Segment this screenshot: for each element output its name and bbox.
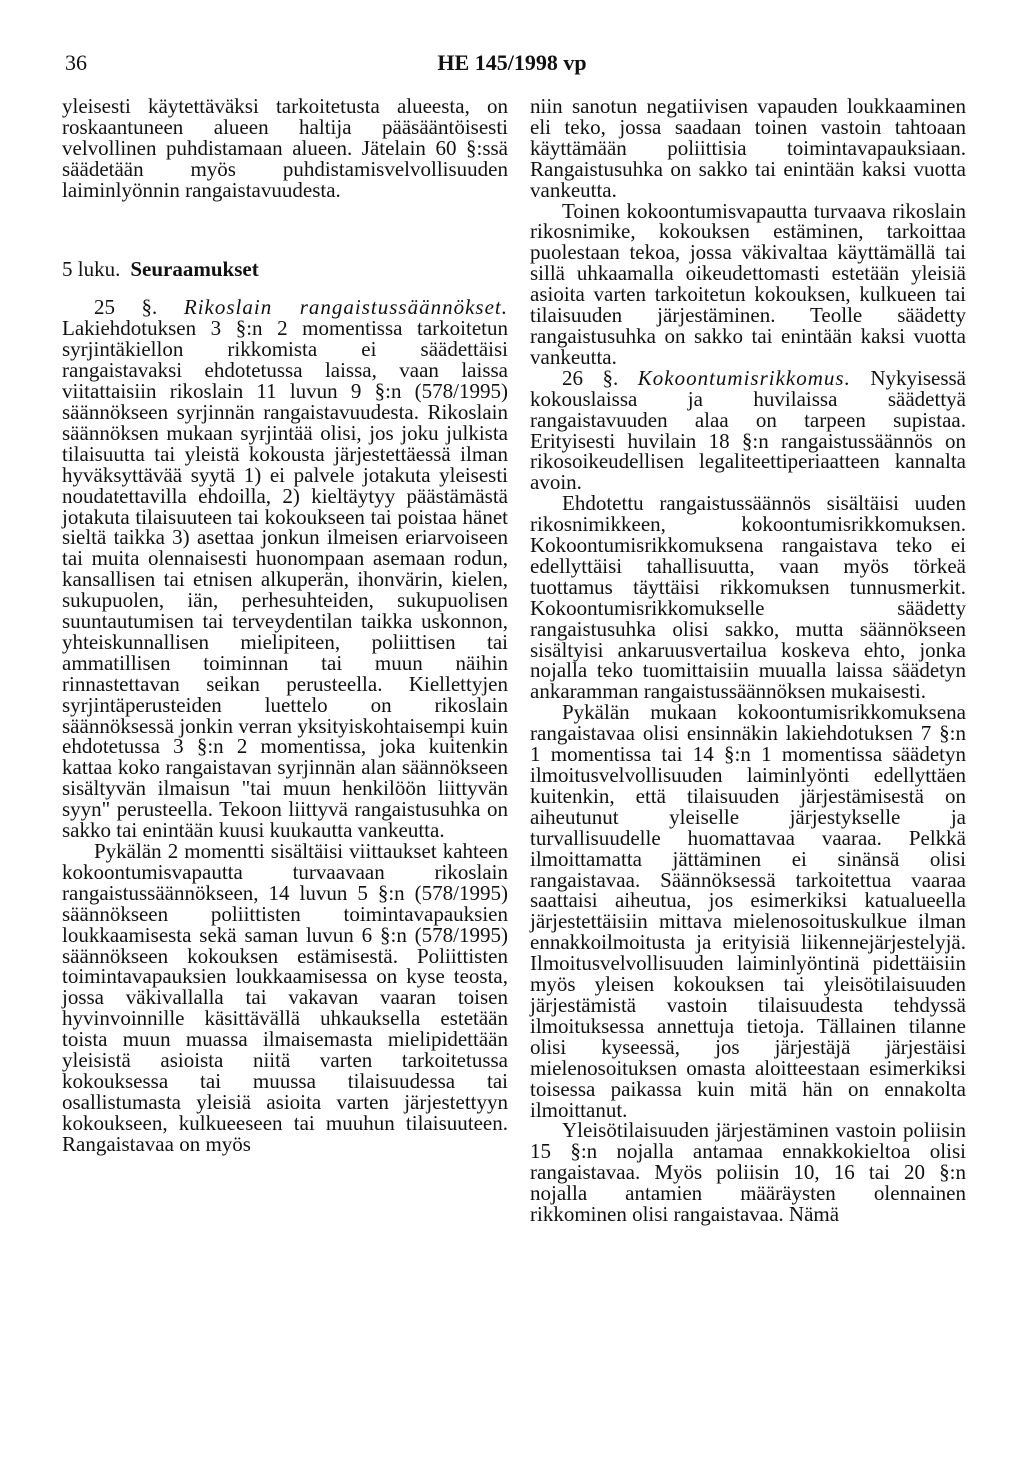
paragraph: yleisesti käytettäväksi tarkoitetusta alueesta, on roskaantuneen alueen haltija pääsääntöisesti velvollinen puhdistamaan alueen. Jätelain 60 §:ssä säädetään myös puhdistamisvelvollisuuden laiminlyönnin rangaistavuudesta. <box>62 94 508 202</box>
section-26 <box>530 365 966 495</box>
section-text: Nykyisessä kokouslaissa ja huvilaissa säädettyä rangaistavuuden alaa on tarpeen supistaa. Erityisesti huvilain 18 §:n rangaistussäännös on rikosoikeudellisen legaliteettiperiaatteen kannalta avoin. <box>530 365 966 495</box>
section-text: Lakiehdotuksen 3 §:n 2 momentissa tarkoitetun syrjintäkiellon rikkomista ei säädettäisi rangaistavaksi ehdotetussa laissa, vaan laissa viitattaisiin rikoslain 11 luvun 9 §:n (578/1995) säännökseen syrjinnän rangaistavuudesta. Rikoslain säännöksen mukaan syrjintää olisi, jos joku julkista tilaisuutta tai yleistä kokousta järjestettäessä ilman hyväksyttävää syytä 1) ei palvele jotakuta yleisesti noudatettavilla ehdoilla, 2) kieltäytyy päästämästä jotakuta tilaisuuteen tai kokoukseen tai poistaa hänet sieltä taikka 3) asettaa jonkun ilmeisen eriarvoiseen tai muita olennaisesti huonompaan asemaan rodun, kansallisen tai etnisen alkuperän, ihonvärin, kielen, sukupuolen, iän, perhesuhteiden, sukupuolisen suuntautumisen tai terveydentilan taikka uskonnon, yhteiskunnallisen mielipiteen, poliittisen tai ammatillisen toiminnan tai muun näihin rinnastettavan seikan perusteella. Kiellettyjen syrjintäperusteiden luettelo on rikoslain säännöksessä jonkin verran yksityiskohtaisempi kuin ehdotetussa 3 §:n 2 momentissa, joka kuitenkin kattaa koko rangaistavan syrjinnän alan säännökseen sisältyvän ilmaisun "tai muun henkilöön liittyvän syyn" perusteella. Tekoon liittyvä rangaistusuhka on sakko tai enintään kuusi kuukautta vankeutta. <box>62 316 508 843</box>
paragraph: Pykälän 2 momentti sisältäisi viittaukset kahteen kokoontumisvapautta turvaavaan rikoslain rangaistussäännökseen, 14 luvun 5 §:n (578/1995) säännökseen poliittisten toimintavapauksien loukkaamisesta sekä saman luvun 6 §:n (578/1995) säännökseen kokouksen estämisestä. Poliittisten toimintavapauksien loukkaamisessa on kyse teosta, jossa väkivallalla tai vakavan vaaran toisen hyvinvoinnille käsittävällä uhkauksella estetään toista muun muassa ilmaisemasta mielipidettään yleisistä asioista niitä varten tarkoitetussa kokouksessa tai muussa tilaisuudessa tai osallistumasta yleisiä asioita varten järjestettyyn kokoukseen, kulkueeseen tai muuhun tilaisuuteen. Rangaistavaa on myös <box>62 839 508 1156</box>
section-number: 25 §. <box>94 295 158 320</box>
page-number: 36 <box>65 50 87 75</box>
paragraph: Toinen kokoontumisvapautta turvaava rikoslain rikosnimike, kokouksen estäminen, tarkoittaa puolestaan tekoa, jossa väkivaltaa käyttämällä tai sillä uhkaamalla oikeudettomasti estetään yleisiä asioita varten tarkoitetun kokouksen, kulkueen tai tilaisuuden järjestäminen. Teolle säädetty rangaistusuhka on sakko tai enintään kaksi vuotta vankeutta. <box>530 198 966 369</box>
section-title: Kokoontumisrikkomus. <box>637 365 851 390</box>
chapter-title: Seuraamukset <box>130 256 259 281</box>
section-title: Rikoslain rangaistussäännökset. <box>183 295 509 320</box>
section-25 <box>62 297 508 841</box>
left-column <box>62 96 508 1155</box>
paragraph: Yleisötilaisuuden järjestäminen vastoin poliisin 15 §:n nojalla antamaa ennakkokieltoa olisi rangaistavaa. Myös poliisin 10, 16 tai 20 §:n nojalla antamien määräysten olennainen rikkominen olisi rangaistavaa. Nämä <box>530 1118 966 1227</box>
paragraph: Ehdotettu rangaistussäännös sisältäisi uuden rikosnimikkeen, kokoontumisrikkomuksen. Kokoontumisrikkomuksena rangaistava teko ei edellyttäisi tahallisuutta, vaan myös törkeä tuottamus täyttäisi rikkomuksen tunnusmerkit. Kokoontumisrikkomukselle säädetty rangaistusuhka olisi sakko, mutta säännökseen sisältyisi ankaruusvertailua koskeva ehto, jonka nojalla teko tuomittaisiin muualla laissa säädetyn ankaramman rangaistussäännöksen mukaisesti. <box>530 491 966 704</box>
section-number: 26 §. <box>562 365 619 390</box>
paragraph: Pykälän mukaan kokoontumisrikkomuksena rangaistavaa olisi ensinnäkin lakiehdotuksen 7 §:n 1 momentissa tai 14 §:n 1 momentissa säädetyn ilmoitusvelvollisuuden laiminlyönti edellyttäen kuitenkin, että tilaisuuden järjestämisestä on aiheutunut yleiselle järjestykselle ja turvallisuudelle huomattavaa vaaraa. Pelkkä ilmoittamatta jättäminen ei sinänsä olisi rangaistavaa. Säännöksessä tarkoitettua vaaraa saattaisi aiheutua, jos esimerkiksi katualueella järjestettäisiin mittava mielenosoituskulkue ilman ennakkoilmoitusta ja erityisiä liikennejärjestelyjä. Ilmoitusvelvollisuuden laiminlyöntinä pidettäisiin myös yleisen kokouksen tai yleisötilaisuuden järjestämistä vastoin tilaisuudesta tehdyssä ilmoituksessa annettuja tietoja. Tällainen tilanne olisi kyseessä, jos järjestäjä järjestäisi mielenosoituksen omasta aloitteestaan esimerkiksi toisessa paikassa kuin mitä hän on ennakolta ilmoittanut. <box>530 700 966 1122</box>
chapter-heading <box>62 256 508 281</box>
chapter-number: 5 luku. <box>62 256 121 281</box>
document-id: HE 145/1998 vp <box>437 50 587 75</box>
page-header <box>0 50 1024 80</box>
paragraph: niin sanotun negatiivisen vapauden loukkaaminen eli teko, jossa saadaan toinen vastoin tahtoaan käyttämään poliittisia toimintavapauksiaan. Rangaistusuhka on sakko tai enintään kaksi vuotta vankeutta. <box>530 94 966 202</box>
right-column <box>530 96 966 1225</box>
